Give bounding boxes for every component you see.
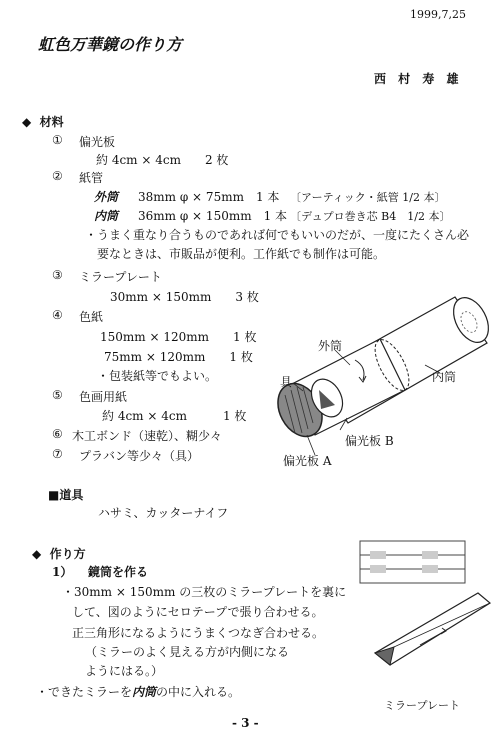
tools-text: ハサミ、カッターナイフ xyxy=(98,506,229,520)
tape-strip xyxy=(422,565,438,573)
item-4-spec-2: 75mm × 120mm 1 枚 xyxy=(104,350,253,364)
method-line-3: 正三角形になるようにうまくつなぎ合わせる。 xyxy=(72,626,325,640)
diamond-bullet-icon: ◆ xyxy=(22,115,32,129)
label-outer-tube: 外筒 xyxy=(318,339,343,353)
step-1-number: 1） xyxy=(52,565,73,579)
inner-tube-spec: 36mm φ × 150mm 1 本 xyxy=(138,209,288,223)
outer-tube-note: 〔アーティック・紙管 1/2 本〕 xyxy=(290,191,446,204)
inner-tube-note: 〔デュプロ巻き芯 B4 1/2 本〕 xyxy=(290,210,451,223)
method-line-4: （ミラーのよく見える方が内側になる xyxy=(85,645,290,659)
inner-tube-emphasis: 内筒 xyxy=(132,685,157,699)
document-date: 1999,7,25 xyxy=(410,8,466,21)
step-1-title: 鏡筒を作る xyxy=(88,565,149,579)
tools-heading: ■道具 xyxy=(48,488,84,502)
item-7-name: プラバン等少々（具） xyxy=(79,449,200,463)
item-5-name: 色画用紙 xyxy=(79,390,128,404)
item-4-number: ④ xyxy=(52,308,63,322)
item-5-spec: 約 4cm × 4cm 1 枚 xyxy=(102,409,247,423)
item-6-name: 木工ボンド（速乾）、糊少々 xyxy=(72,429,223,443)
item-1-spec: 約 4cm × 4cm 2 枚 xyxy=(96,153,229,167)
item-2-name: 紙管 xyxy=(79,171,104,185)
label-mirror-plate: ミラープレート xyxy=(384,699,461,712)
method-line-5: ようにはる。） xyxy=(85,664,164,678)
method-line-1: ・30mm × 150mm の三枚のミラープレートを裏に xyxy=(62,585,347,599)
materials-heading: ◆ 材料 xyxy=(22,115,64,129)
item-3-name: ミラープレート xyxy=(79,270,162,284)
tube-note-line-1: ・うまく重なり合うものであれば何でもいいのだが、一度にたくさん必 xyxy=(85,228,470,242)
method-line-6: ・できたミラーを内筒の中に入れる。 xyxy=(36,685,241,699)
item-4-name: 色紙 xyxy=(79,310,104,324)
label-inner-tube: 内筒 xyxy=(432,370,457,384)
label-gu: 具 xyxy=(280,375,293,389)
mirror-plate-diagram xyxy=(350,535,500,700)
item-6-number: ⑥ xyxy=(52,427,63,441)
diamond-bullet-icon: ◆ xyxy=(32,547,42,561)
item-2-number: ② xyxy=(52,169,63,183)
inner-tube-label: 内筒 xyxy=(94,209,119,223)
method-line-2: して、図のようにセロテープで張り合わせる。 xyxy=(72,605,324,619)
item-1-name: 偏光板 xyxy=(79,135,116,149)
method-heading: ◆ 作り方 xyxy=(32,547,86,561)
tube-note-line-2: 要なときは、市販品が便利。工作紙でも制作は可能。 xyxy=(97,247,386,261)
item-3-number: ③ xyxy=(52,268,63,282)
inner-tube-end xyxy=(446,295,495,348)
author-name: 西 村 寿 雄 xyxy=(374,72,463,86)
item-1-number: ① xyxy=(52,133,63,147)
tape-strip xyxy=(422,551,438,559)
tape-strip xyxy=(370,565,386,573)
item-7-number: ⑦ xyxy=(52,447,63,461)
item-3-spec: 30mm × 150mm 3 枚 xyxy=(110,290,259,304)
item-4-note: ・包装紙等でもよい。 xyxy=(97,369,218,383)
label-polarizer-a: 偏光板 A xyxy=(283,454,332,468)
label-polarizer-b: 偏光板 B xyxy=(345,434,394,448)
tape-strip xyxy=(370,551,386,559)
outer-tube-spec: 38mm φ × 75mm 1 本 xyxy=(138,190,280,204)
document-title: 虹色万華鏡の作り方 xyxy=(38,35,183,54)
outer-tube-label: 外筒 xyxy=(94,190,119,204)
item-4-spec-1: 150mm × 120mm 1 枚 xyxy=(100,330,257,344)
page-number: - 3 - xyxy=(232,716,259,730)
item-5-number: ⑤ xyxy=(52,388,63,402)
